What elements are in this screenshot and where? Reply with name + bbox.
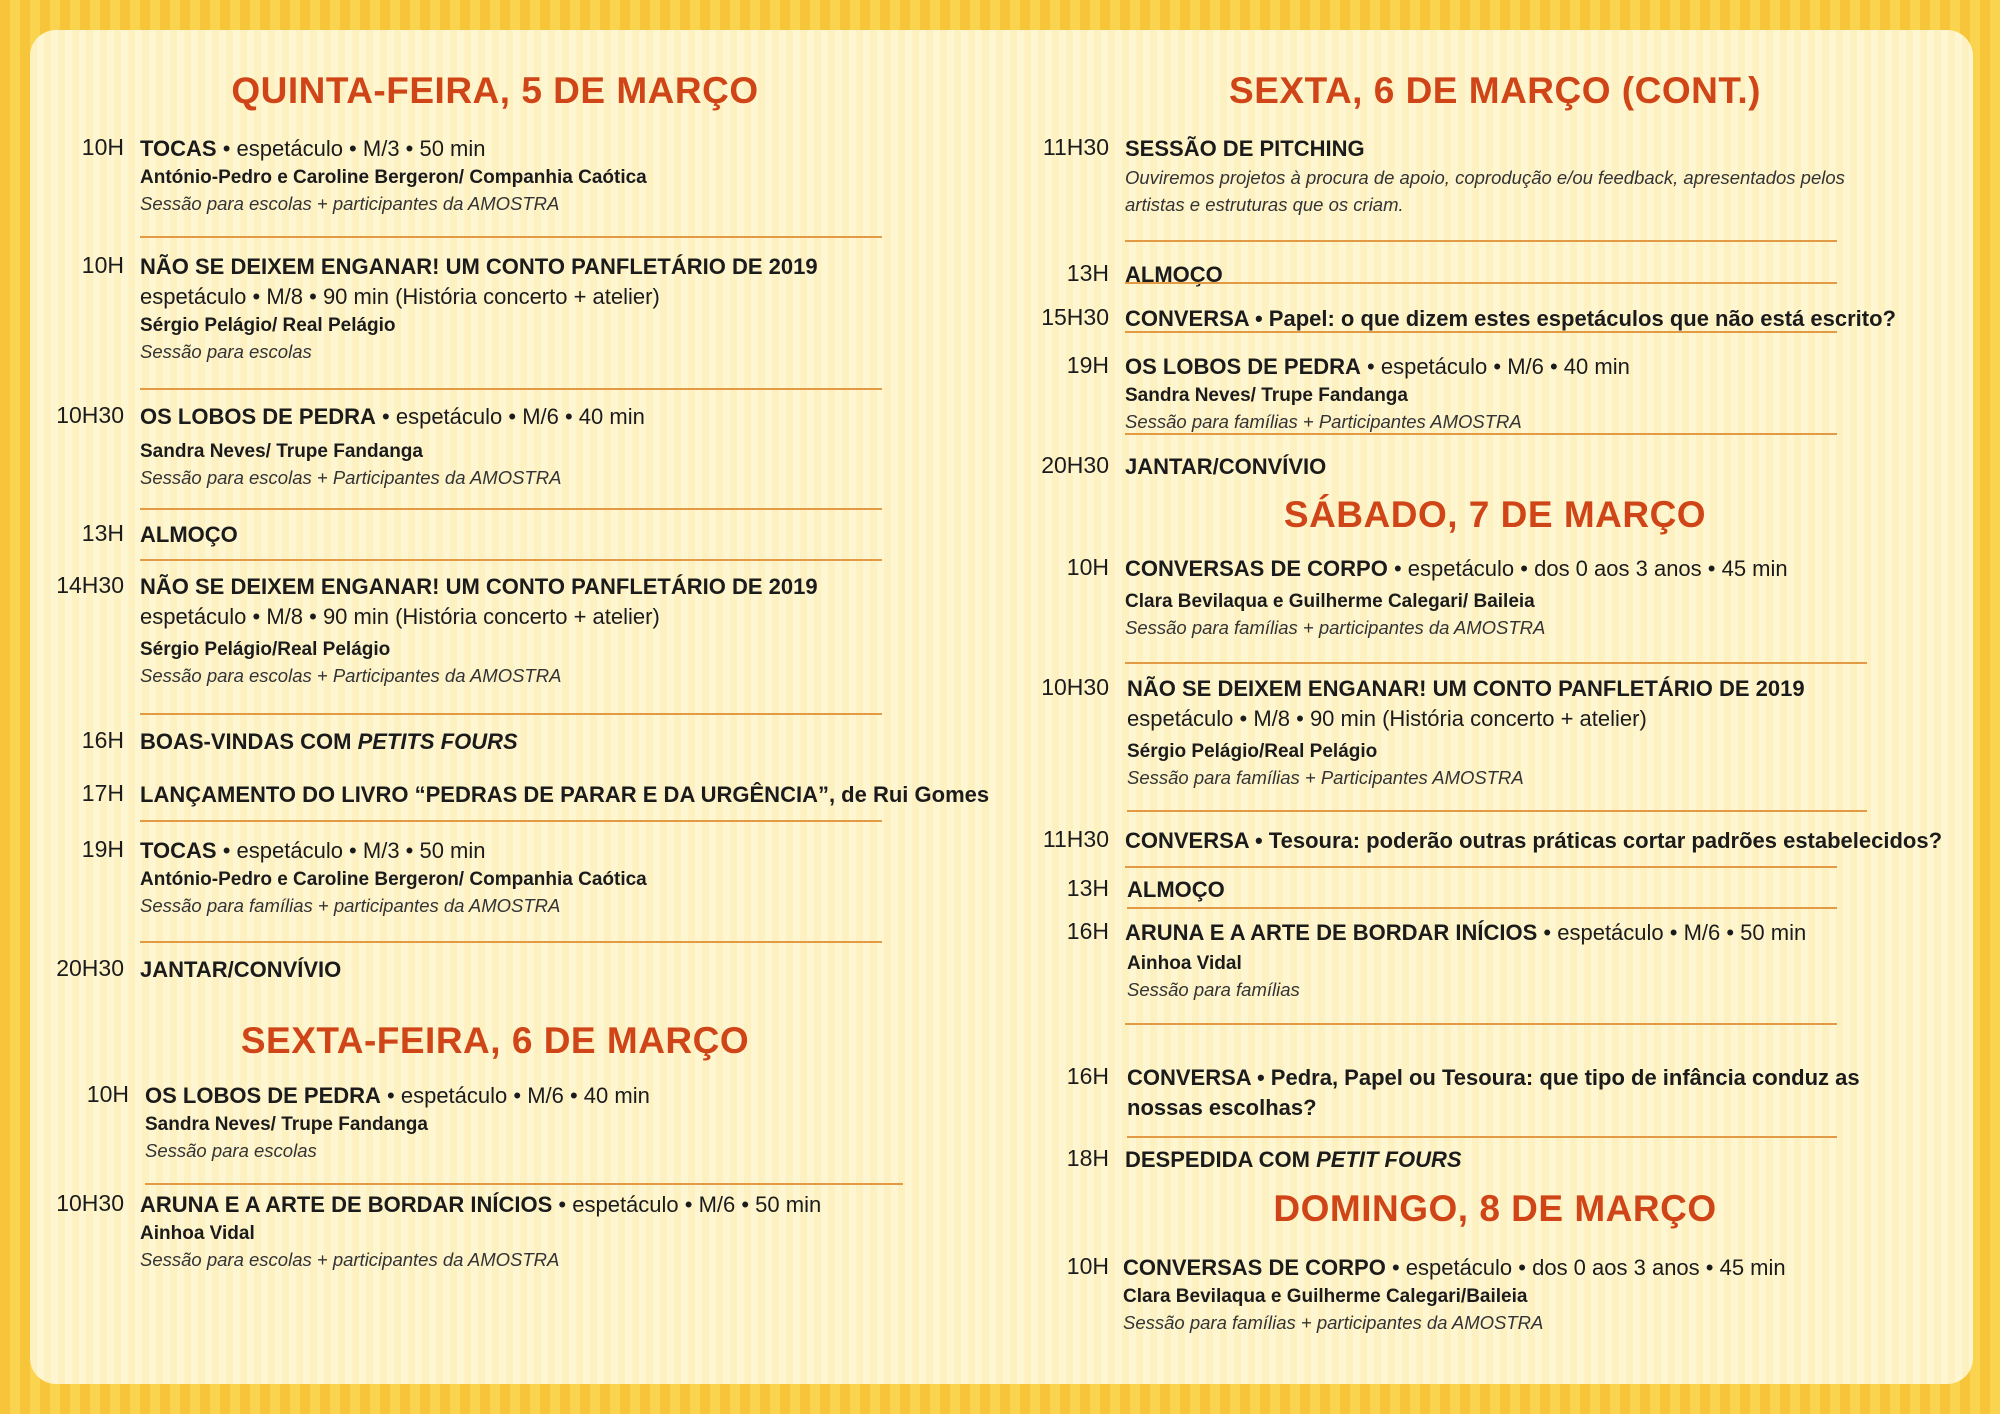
event-session: Sessão para famílias + participantes da AMOSTRA (1123, 1312, 1544, 1333)
event-thu-6 (30, 727, 960, 757)
event-session: Sessão para escolas + Participantes da AMOSTRA (140, 665, 562, 686)
event-time: 20H30 (1041, 452, 1109, 478)
event-artist: Ainhoa Vidal (140, 1223, 255, 1244)
day-heading-friday: SEXTA-FEIRA, 6 DE MARÇO (240, 1020, 750, 1061)
day-heading-friday-cont: SEXTA, 6 DE MARÇO (CONT.) (1229, 70, 1761, 111)
event-session: Sessão para escolas + Participantes da AMOSTRA (140, 467, 562, 488)
divider (1125, 433, 1837, 435)
event-time: 10H30 (56, 1190, 124, 1216)
divider (140, 388, 882, 390)
divider (1125, 331, 1837, 333)
event-artist: António-Pedro e Caroline Bergeron/ Companhia Caótica (140, 869, 647, 890)
event-title: NÃO SE DEIXEM ENGANAR! UM CONTO PANFLETÁRIO DE 2019 (140, 574, 818, 599)
event-title: ARUNA E A ARTE DE BORDAR INÍCIOS (140, 1192, 553, 1217)
event-sat-1 (1015, 554, 1975, 641)
divider (140, 236, 882, 238)
event-thu-7 (30, 780, 990, 810)
event-time: 13H (81, 520, 124, 546)
day-heading-thursday: QUINTA-FEIRA, 5 DE MARÇO (231, 70, 759, 111)
event-session: Sessão para famílias + participantes da AMOSTRA (140, 895, 561, 916)
event-session: Sessão para famílias + Participantes AMOSTRA (1125, 411, 1522, 432)
event-time: 13H (1066, 875, 1109, 901)
divider (140, 820, 882, 822)
event-thu-9 (30, 955, 960, 985)
divider (140, 559, 882, 561)
event-fri2-5 (1015, 452, 1975, 482)
event-time: 10H (1066, 554, 1109, 580)
event-artist: Sérgio Pelágio/Real Pelágio (140, 639, 391, 660)
event-info: • espetáculo • dos 0 aos 3 anos • 45 min (1385, 1255, 1786, 1280)
day-heading-sunday: DOMINGO, 8 DE MARÇO (1273, 1188, 1717, 1229)
event-title: TOCAS (140, 136, 217, 161)
event-sat-2 (1015, 674, 1975, 791)
event-session: Sessão para famílias (1127, 979, 1300, 1000)
event-artist: Ainhoa Vidal (1127, 953, 1242, 974)
divider (1127, 907, 1837, 909)
event-title: OS LOBOS DE PEDRA (145, 1083, 381, 1108)
divider (140, 508, 882, 510)
event-sat-4 (1015, 875, 1975, 905)
event-title: BOAS-VINDAS COM (140, 729, 358, 754)
event-session: Sessão para escolas + participantes da AMOSTRA (140, 193, 560, 214)
event-sat-7 (1015, 1145, 1975, 1175)
divider (1127, 810, 1867, 812)
event-title-cont: nossas escolhas? (1127, 1095, 1317, 1120)
event-time: 16H (81, 727, 124, 753)
program-panel (30, 30, 1973, 1384)
event-sun-1 (1015, 1253, 1975, 1336)
event-time: 18H (1066, 1145, 1109, 1171)
event-title: ALMOÇO (1125, 262, 1223, 287)
event-fri2-2 (1015, 260, 1975, 290)
event-info: espetáculo • M/8 • 90 min (História concerto + atelier) (1127, 706, 1647, 731)
event-time: 17H (81, 780, 124, 806)
event-session: Sessão para escolas (140, 341, 312, 362)
event-description: Ouviremos projetos à procura de apoio, coprodução e/ou feedback, apresentados pelos artistas e estruturas que os criam. (1125, 167, 1845, 215)
event-session: Sessão para escolas + participantes da AMOSTRA (140, 1249, 560, 1270)
divider (145, 1183, 903, 1185)
event-title: DESPEDIDA COM (1125, 1147, 1317, 1172)
event-info: • espetáculo • M/6 • 40 min (1360, 354, 1630, 379)
event-session: Sessão para famílias + Participantes AMOSTRA (1127, 767, 1524, 788)
event-artist: Sandra Neves/ Trupe Fandanga (140, 441, 423, 462)
event-title: TOCAS (140, 838, 217, 863)
event-time: 10H (81, 252, 124, 278)
event-title: CONVERSA • Papel: o que dizem estes espetáculos que não está escrito? (1125, 306, 1896, 331)
event-title: CONVERSA • Tesoura: poderão outras práticas cortar padrões estabelecidos? (1125, 828, 1943, 853)
event-time: 10H30 (56, 402, 124, 428)
event-title: JANTAR/CONVÍVIO (140, 957, 342, 982)
event-title-italic: PETITS FOURS (357, 729, 518, 754)
divider (1127, 1136, 1837, 1138)
event-artist: Sandra Neves/ Trupe Fandanga (1125, 385, 1408, 406)
divider (1125, 240, 1837, 242)
event-fri-2 (30, 1190, 960, 1273)
event-thu-2 (30, 252, 960, 365)
event-fri2-4 (1015, 352, 1975, 435)
divider (1125, 866, 1837, 868)
event-artist: António-Pedro e Caroline Bergeron/ Companhia Caótica (140, 167, 647, 188)
event-thu-4 (30, 520, 960, 550)
event-thu-1 (30, 134, 960, 217)
event-session: Sessão para famílias + participantes da AMOSTRA (1125, 617, 1546, 638)
event-sat-3 (1015, 826, 1975, 856)
event-info: • espetáculo • M/6 • 40 min (380, 1083, 650, 1108)
event-artist: Sérgio Pelágio/Real Pelágio (1127, 741, 1378, 762)
event-time: 16H (1066, 918, 1109, 944)
event-title: ARUNA E A ARTE DE BORDAR INÍCIOS (1125, 920, 1538, 945)
event-artist: Sandra Neves/ Trupe Fandanga (145, 1114, 428, 1135)
event-time: 11H30 (1042, 134, 1109, 160)
event-title: CONVERSAS DE CORPO (1125, 556, 1388, 581)
divider (1125, 1023, 1837, 1025)
event-info: • espetáculo • dos 0 aos 3 anos • 45 min (1387, 556, 1788, 581)
event-title: SESSÃO DE PITCHING (1125, 136, 1365, 161)
event-time: 14H30 (56, 572, 124, 598)
event-title: NÃO SE DEIXEM ENGANAR! UM CONTO PANFLETÁRIO DE 2019 (1127, 676, 1805, 701)
event-info: • espetáculo • M/6 • 40 min (375, 404, 645, 429)
event-time: 15H30 (1041, 304, 1109, 330)
event-time: 10H (1066, 1253, 1109, 1279)
event-thu-5 (30, 572, 960, 689)
event-time: 19H (1066, 352, 1109, 378)
day-heading-saturday: SÁBADO, 7 DE MARÇO (1283, 494, 1707, 535)
divider (140, 713, 882, 715)
event-info: espetáculo • M/8 • 90 min (História concerto + atelier) (140, 604, 660, 629)
event-title: LANÇAMENTO DO LIVRO “PEDRAS DE PARAR E DA URGÊNCIA”, de Rui Gomes (140, 782, 990, 807)
event-artist: Clara Bevilaqua e Guilherme Calegari/ Baileia (1125, 591, 1535, 612)
event-artist: Clara Bevilaqua e Guilherme Calegari/Baileia (1123, 1286, 1528, 1307)
event-time: 10H (86, 1081, 129, 1107)
event-info: • espetáculo • M/3 • 50 min (216, 136, 486, 161)
divider (1125, 662, 1867, 664)
event-title: OS LOBOS DE PEDRA (140, 404, 376, 429)
event-info: • espetáculo • M/6 • 50 min (1537, 920, 1807, 945)
event-title: CONVERSAS DE CORPO (1123, 1255, 1386, 1280)
event-time: 19H (81, 836, 124, 862)
event-fri2-3 (1015, 304, 1975, 334)
event-time: 11H30 (1042, 826, 1109, 852)
event-sat-5 (1015, 918, 1975, 1003)
event-session: Sessão para escolas (145, 1140, 317, 1161)
event-artist: Sérgio Pelágio/ Real Pelágio (140, 315, 396, 336)
divider (140, 941, 882, 943)
event-title: ALMOÇO (140, 522, 238, 547)
event-fri-1 (35, 1081, 965, 1164)
event-sat-6 (1015, 1063, 1975, 1123)
event-info: • espetáculo • M/6 • 50 min (552, 1192, 822, 1217)
event-time: 10H30 (1041, 674, 1109, 700)
event-title-italic: PETIT FOURS (1316, 1147, 1462, 1172)
divider (1125, 282, 1837, 284)
event-title: ALMOÇO (1127, 877, 1225, 902)
event-time: 20H30 (56, 955, 124, 981)
event-title: JANTAR/CONVÍVIO (1125, 454, 1327, 479)
event-info: • espetáculo • M/3 • 50 min (216, 838, 486, 863)
event-thu-8 (30, 836, 960, 919)
event-title: NÃO SE DEIXEM ENGANAR! UM CONTO PANFLETÁRIO DE 2019 (140, 254, 818, 279)
event-fri2-1 (1015, 134, 1975, 218)
event-time: 13H (1066, 260, 1109, 286)
event-thu-3 (30, 402, 960, 491)
event-title: OS LOBOS DE PEDRA (1125, 354, 1361, 379)
event-info: espetáculo • M/8 • 90 min (História concerto + atelier) (140, 284, 660, 309)
event-time: 10H (81, 134, 124, 160)
event-title: CONVERSA • Pedra, Papel ou Tesoura: que tipo de infância conduz as (1127, 1065, 1860, 1090)
event-time: 16H (1066, 1063, 1109, 1089)
